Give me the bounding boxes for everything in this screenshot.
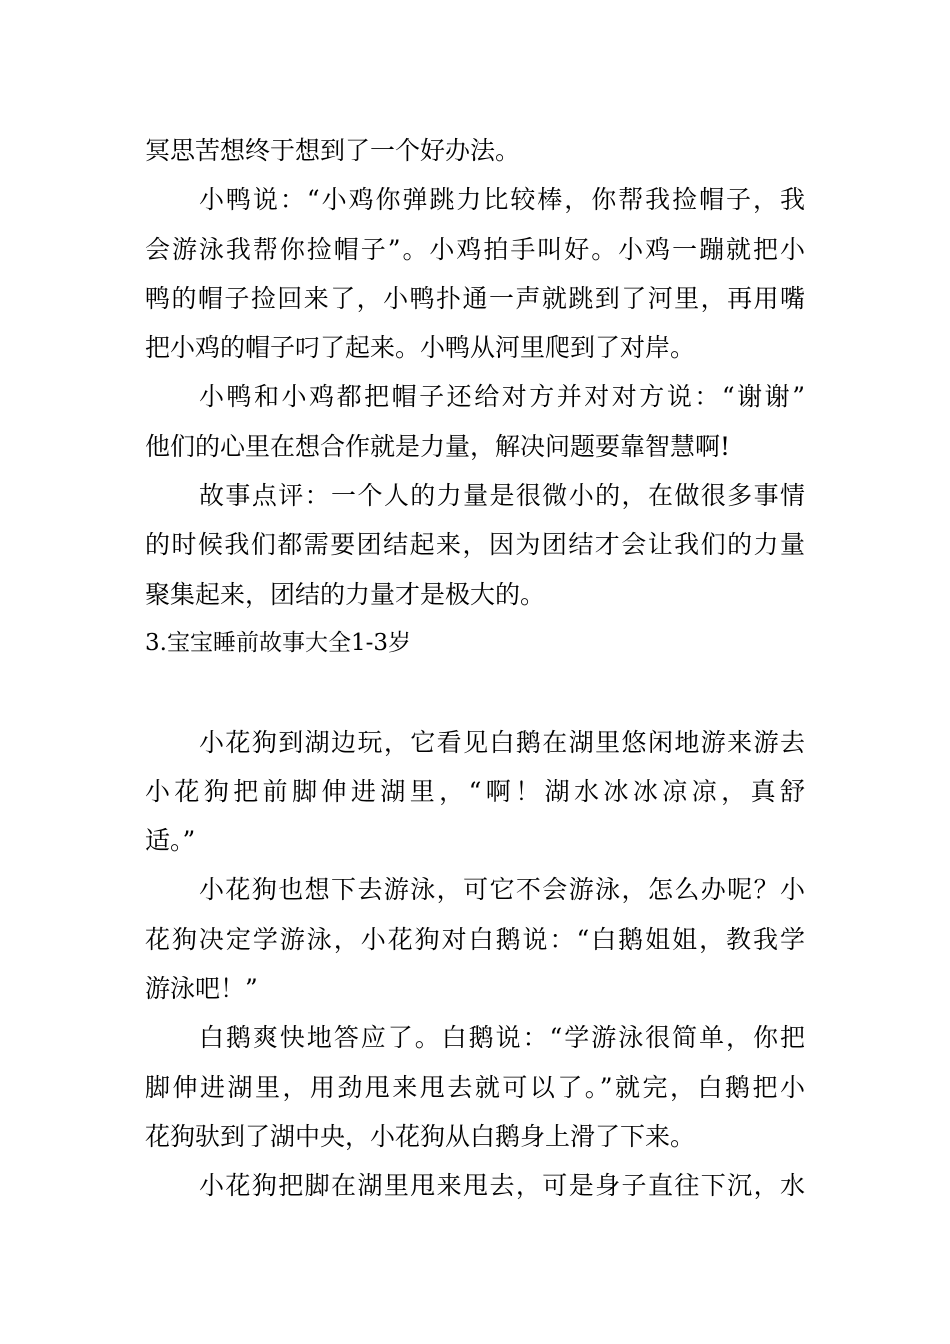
paragraph-line: 游泳吧！”: [145, 974, 258, 1004]
paragraph-line: 冥思苦想终于想到了一个好办法。: [145, 136, 521, 165]
paragraph-line: 把小鸡的帽子叼了起来。小鸭从河里爬到了对岸。: [145, 333, 696, 363]
paragraph-line: 的时候我们都需要团结起来，因为团结才会让我们的力量: [145, 530, 805, 560]
paragraph-line: 小花狗把脚在湖里甩来甩去，可是身子直往下沉，水: [199, 1171, 805, 1201]
paragraph: [145, 175, 805, 372]
section-heading: [145, 619, 805, 668]
paragraph: [145, 372, 805, 471]
paragraph-line: 他们的心里在想合作就是力量，解决问题要靠智慧啊!: [145, 431, 731, 461]
paragraph: [145, 718, 805, 866]
paragraph-line: 小花狗也想下去游泳，可它不会游泳，怎么办呢？小: [199, 875, 805, 905]
paragraph-line: 小花狗到湖边玩，它看见白鹅在湖里悠闲地游来游去: [199, 727, 805, 757]
document-body: [145, 126, 805, 1211]
paragraph: [145, 1013, 805, 1161]
paragraph-line: 小鸭说：“小鸡你弹跳力比较棒，你帮我捡帽子，我: [199, 185, 805, 215]
paragraph-line: 脚伸进湖里，用劲甩来甩去就可以了。”就完，白鹅把小: [145, 1072, 805, 1102]
heading-text: 3.宝宝睡前故事大全1-3岁: [145, 629, 411, 656]
paragraph-line: 聚集起来，团结的力量才是极大的。: [145, 579, 546, 609]
paragraph-line: 小鸭和小鸡都把帽子还给对方并对对方说：“谢谢”: [199, 382, 805, 412]
paragraph-line: 白鹅爽快地答应了。白鹅说：“学游泳很简单，你把: [199, 1023, 805, 1053]
blank-line: [145, 668, 805, 717]
paragraph: [145, 471, 805, 619]
paragraph-line: 花狗决定学游泳，小花狗对白鹅说：“白鹅姐姐，教我学: [145, 924, 805, 954]
paragraph: [145, 865, 805, 1013]
paragraph-line: 花狗驮到了湖中央，小花狗从白鹅身上滑了下来。: [145, 1121, 696, 1151]
paragraph-line: 故事点评：一个人的力量是很微小的，在做很多事情: [199, 481, 805, 511]
paragraph-line: 适。”: [145, 826, 196, 856]
paragraph-line: 小花狗把前脚伸进湖里，“啊！湖水冰冰凉凉，真舒: [145, 776, 805, 806]
paragraph: [145, 1161, 805, 1210]
paragraph-line: 会游泳我帮你捡帽子”。小鸡拍手叫好。小鸡一蹦就把小: [145, 234, 805, 264]
paragraph: [145, 126, 805, 175]
paragraph-line: 鸭的帽子捡回来了，小鸭扑通一声就跳到了河里，再用嘴: [145, 283, 805, 313]
